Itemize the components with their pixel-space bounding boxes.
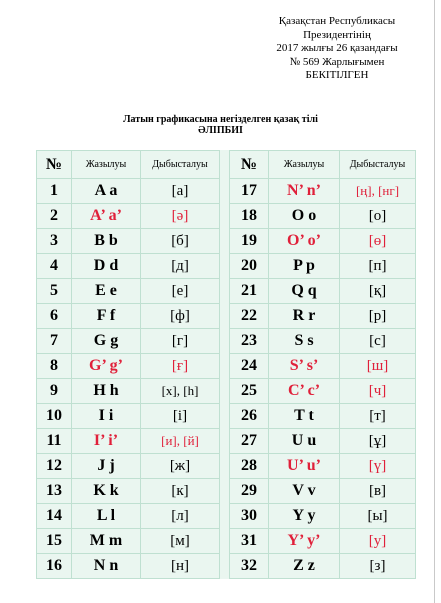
table-row bbox=[37, 354, 416, 379]
letter-number: 14 bbox=[37, 504, 72, 529]
letter-number: 10 bbox=[37, 404, 72, 429]
letter-spelling: U u bbox=[269, 429, 340, 454]
letter-spelling: Q q bbox=[269, 279, 340, 304]
approval-line: БЕКІТІЛГЕН bbox=[305, 69, 369, 81]
letter-sound: [м] bbox=[141, 529, 220, 554]
letter-spelling: Y’ y’ bbox=[269, 529, 340, 554]
letter-number: 18 bbox=[230, 204, 269, 229]
letter-sound: [и], [й] bbox=[141, 429, 220, 454]
header-number: № bbox=[230, 151, 269, 179]
letter-number: 11 bbox=[37, 429, 72, 454]
column-gap bbox=[220, 454, 230, 479]
letter-number: 25 bbox=[230, 379, 269, 404]
table-row bbox=[37, 179, 416, 204]
table-row bbox=[37, 379, 416, 404]
letter-sound: [е] bbox=[141, 279, 220, 304]
approval-line: № 569 Жарлығымен bbox=[289, 55, 385, 68]
letter-number: 29 bbox=[230, 479, 269, 504]
letter-sound: [ө] bbox=[340, 229, 416, 254]
letter-number: 15 bbox=[37, 529, 72, 554]
letter-sound: [ч] bbox=[340, 379, 416, 404]
table-row bbox=[37, 279, 416, 304]
letter-number: 5 bbox=[37, 279, 72, 304]
letter-number: 31 bbox=[230, 529, 269, 554]
letter-spelling: M m bbox=[72, 529, 141, 554]
letter-spelling: C’ c’ bbox=[269, 379, 340, 404]
letter-number: 21 bbox=[230, 279, 269, 304]
letter-number: 19 bbox=[230, 229, 269, 254]
table-row bbox=[37, 329, 416, 354]
letter-sound: [ң], [нг] bbox=[340, 179, 416, 204]
letter-spelling: O’ o’ bbox=[269, 229, 340, 254]
column-gap bbox=[220, 554, 230, 579]
letter-spelling: O o bbox=[269, 204, 340, 229]
column-gap bbox=[220, 179, 230, 204]
letter-number: 8 bbox=[37, 354, 72, 379]
column-gap bbox=[220, 151, 230, 179]
letter-spelling: G’ g’ bbox=[72, 354, 141, 379]
letter-sound: [р] bbox=[340, 304, 416, 329]
letter-number: 27 bbox=[230, 429, 269, 454]
table-row bbox=[37, 404, 416, 429]
letter-spelling: P p bbox=[269, 254, 340, 279]
letter-sound: [ә] bbox=[141, 204, 220, 229]
document-title: Латын графикасына негізделген қазақ тілі bbox=[123, 114, 318, 125]
header-letter: Жазылуы bbox=[72, 151, 141, 179]
letter-number: 20 bbox=[230, 254, 269, 279]
letter-sound: [н] bbox=[141, 554, 220, 579]
column-gap bbox=[220, 404, 230, 429]
column-gap bbox=[220, 204, 230, 229]
letter-sound: [о] bbox=[340, 204, 416, 229]
letter-sound: [ы] bbox=[340, 504, 416, 529]
approval-line: Қазақстан Республикасы bbox=[278, 15, 396, 27]
letter-spelling: S s bbox=[269, 329, 340, 354]
letter-sound: [а] bbox=[141, 179, 220, 204]
letter-sound: [і] bbox=[141, 404, 220, 429]
letter-sound: [б] bbox=[141, 229, 220, 254]
column-gap bbox=[220, 479, 230, 504]
letter-spelling: T t bbox=[269, 404, 340, 429]
letter-number: 12 bbox=[37, 454, 72, 479]
table-row bbox=[37, 454, 416, 479]
table-row bbox=[37, 204, 416, 229]
alphabet-table bbox=[36, 150, 416, 579]
letter-spelling: R r bbox=[269, 304, 340, 329]
header-sound: Дыбысталуы bbox=[340, 151, 416, 179]
header-number: № bbox=[37, 151, 72, 179]
table-row bbox=[37, 304, 416, 329]
letter-spelling: N’ n’ bbox=[269, 179, 340, 204]
approval-stamp bbox=[262, 15, 412, 83]
letter-spelling: L l bbox=[72, 504, 141, 529]
letter-spelling: I’ i’ bbox=[72, 429, 141, 454]
approval-line: Президентінің bbox=[303, 28, 371, 41]
column-gap bbox=[220, 429, 230, 454]
letter-spelling: Z z bbox=[269, 554, 340, 579]
letter-spelling: J j bbox=[72, 454, 141, 479]
letter-sound: [х], [h] bbox=[141, 379, 220, 404]
approval-line: 2017 жылғы 26 қазандағы bbox=[276, 42, 398, 54]
letter-sound: [с] bbox=[340, 329, 416, 354]
letter-number: 17 bbox=[230, 179, 269, 204]
letter-number: 4 bbox=[37, 254, 72, 279]
letter-sound: [ұ] bbox=[340, 429, 416, 454]
letter-sound: [ж] bbox=[141, 454, 220, 479]
letter-number: 28 bbox=[230, 454, 269, 479]
letter-sound: [д] bbox=[141, 254, 220, 279]
letter-number: 26 bbox=[230, 404, 269, 429]
letter-sound: [к] bbox=[141, 479, 220, 504]
letter-spelling: S’ s’ bbox=[269, 354, 340, 379]
page-edge bbox=[434, 0, 435, 603]
letter-spelling: A a bbox=[72, 179, 141, 204]
letter-number: 16 bbox=[37, 554, 72, 579]
letter-spelling: G g bbox=[72, 329, 141, 354]
letter-spelling: K k bbox=[72, 479, 141, 504]
letter-number: 1 bbox=[37, 179, 72, 204]
letter-sound: [у] bbox=[340, 529, 416, 554]
table-row bbox=[37, 229, 416, 254]
letter-spelling: D d bbox=[72, 254, 141, 279]
column-gap bbox=[220, 504, 230, 529]
column-gap bbox=[220, 379, 230, 404]
letter-number: 6 bbox=[37, 304, 72, 329]
table-row bbox=[37, 554, 416, 579]
letter-spelling: U’ u’ bbox=[269, 454, 340, 479]
letter-number: 32 bbox=[230, 554, 269, 579]
letter-spelling: F f bbox=[72, 304, 141, 329]
column-gap bbox=[220, 304, 230, 329]
letter-sound: [п] bbox=[340, 254, 416, 279]
letter-sound: [ш] bbox=[340, 354, 416, 379]
letter-spelling: H h bbox=[72, 379, 141, 404]
document-subtitle: ӘЛІПБИІ bbox=[198, 125, 243, 136]
table-header-row bbox=[37, 151, 416, 179]
header-sound: Дыбысталуы bbox=[141, 151, 220, 179]
letter-number: 9 bbox=[37, 379, 72, 404]
letter-sound: [в] bbox=[340, 479, 416, 504]
table-row bbox=[37, 504, 416, 529]
table-row bbox=[37, 254, 416, 279]
table-row bbox=[37, 529, 416, 554]
column-gap bbox=[220, 354, 230, 379]
letter-spelling: A’ a’ bbox=[72, 204, 141, 229]
letter-spelling: I i bbox=[72, 404, 141, 429]
letter-sound: [г] bbox=[141, 329, 220, 354]
letter-number: 23 bbox=[230, 329, 269, 354]
letter-number: 2 bbox=[37, 204, 72, 229]
letter-sound: [т] bbox=[340, 404, 416, 429]
column-gap bbox=[220, 229, 230, 254]
table-row bbox=[37, 479, 416, 504]
column-gap bbox=[220, 529, 230, 554]
letter-number: 30 bbox=[230, 504, 269, 529]
alphabet-table-body bbox=[37, 179, 416, 579]
letter-sound: [ф] bbox=[141, 304, 220, 329]
letter-sound: [ғ] bbox=[141, 354, 220, 379]
letter-sound: [л] bbox=[141, 504, 220, 529]
letter-spelling: V v bbox=[269, 479, 340, 504]
letter-number: 13 bbox=[37, 479, 72, 504]
column-gap bbox=[220, 279, 230, 304]
letter-number: 24 bbox=[230, 354, 269, 379]
letter-number: 7 bbox=[37, 329, 72, 354]
letter-sound: [ү] bbox=[340, 454, 416, 479]
letter-sound: [з] bbox=[340, 554, 416, 579]
letter-spelling: Y y bbox=[269, 504, 340, 529]
letter-spelling: B b bbox=[72, 229, 141, 254]
letter-spelling: N n bbox=[72, 554, 141, 579]
letter-spelling: E e bbox=[72, 279, 141, 304]
letter-number: 3 bbox=[37, 229, 72, 254]
column-gap bbox=[220, 329, 230, 354]
table-row bbox=[37, 429, 416, 454]
letter-number: 22 bbox=[230, 304, 269, 329]
column-gap bbox=[220, 254, 230, 279]
header-letter: Жазылуы bbox=[269, 151, 340, 179]
letter-sound: [қ] bbox=[340, 279, 416, 304]
